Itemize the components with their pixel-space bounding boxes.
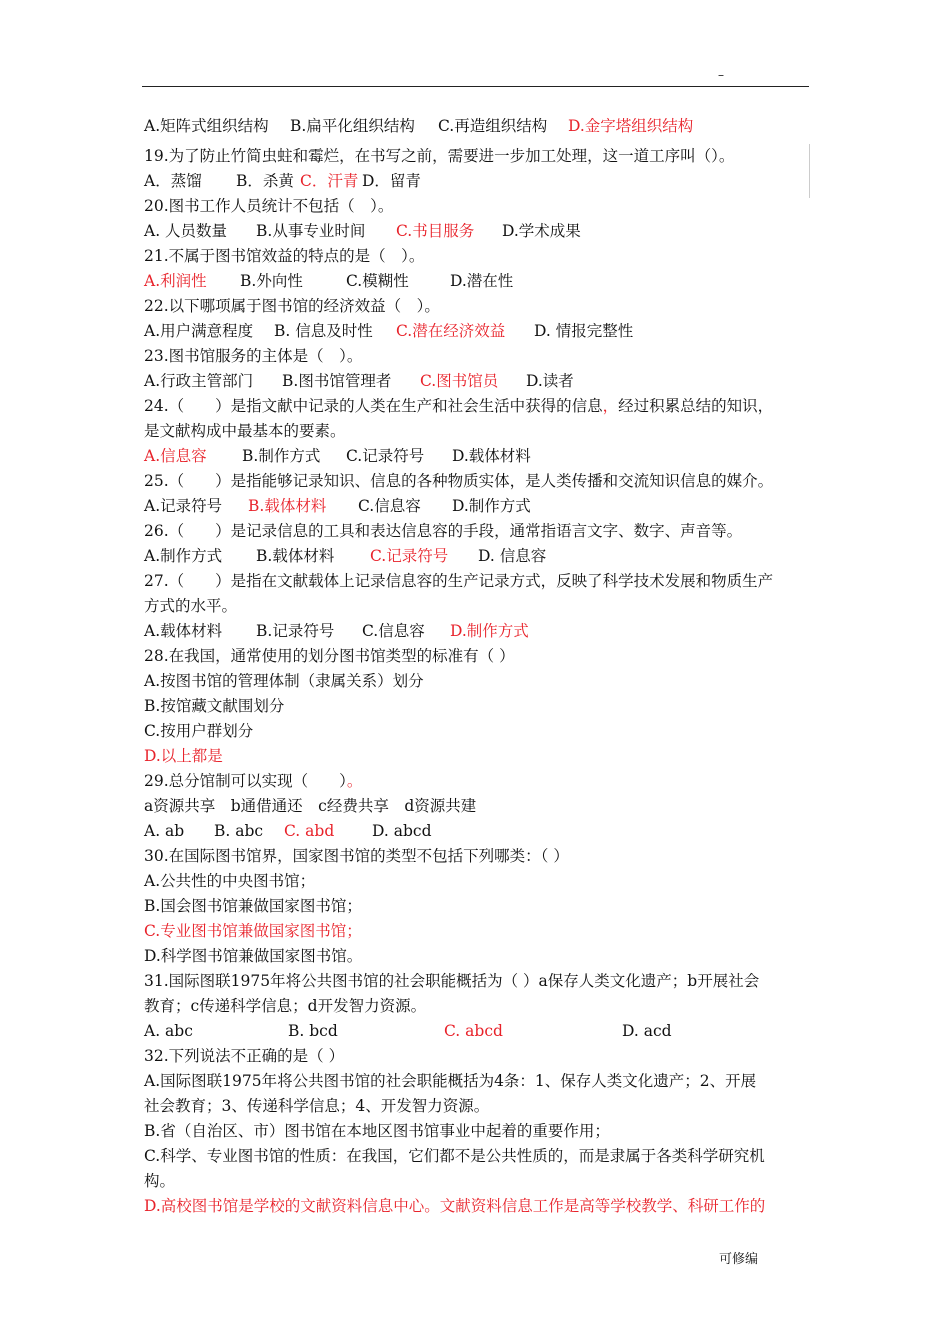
q21-stem: 21.不属于图书馆效益的特点的是（ ）。: [144, 247, 425, 265]
q23-options: [144, 369, 814, 394]
q30-option-d: D.科学图书馆兼做国家图书馆。: [144, 947, 363, 965]
q20-option-c: C.书目服务: [396, 222, 475, 240]
q25-option-b: B.载体材料: [248, 497, 327, 515]
q18-option-a: A.矩阵式组织结构: [144, 117, 269, 135]
q28-stem: 28.在我国，通常使用的划分图书馆类型的标准有（ ）: [144, 647, 515, 665]
q19-option-a: A．蒸馏: [144, 172, 202, 190]
q32-stem: 32.下列说法不正确的是（ ）: [144, 1047, 345, 1065]
q28-option-b: B.按馆藏文献围划分: [144, 697, 285, 715]
q29-stem-dot: 。: [346, 772, 363, 790]
q19-stem: 19.为了防止竹简虫蛀和霉烂，在书写之前，需要进一步加工处理，这一道工序叫（）。: [144, 147, 735, 165]
q22-stem: 22.以下哪项属于图书馆的经济效益（ ）。: [144, 297, 440, 315]
q24-option-b: B.制作方式: [242, 447, 321, 465]
q20-stem: 20.图书工作人员统计不包括（ ）。: [144, 197, 394, 215]
q19-option-d: D．留青: [362, 172, 421, 190]
q18-option-d: D.金字塔组织结构: [568, 117, 694, 135]
q29-option-d: D. abcd: [372, 822, 432, 840]
q29-option-a: A. ab: [144, 822, 185, 840]
q19-option-b: B．杀黄: [236, 172, 294, 190]
q31-stem-line2: 教育；c传递科学信息；d开发智力资源。: [144, 997, 427, 1015]
q32-option-a-line1: A.国际图联1975年将公共图书馆的社会职能概括为4条：1、保存人类文化遗产；2、开展: [144, 1072, 757, 1090]
q26-options: [144, 544, 814, 569]
q21-options: [144, 269, 814, 294]
q29-stem-text: 29.总分馆制可以实现（ ）: [144, 772, 347, 790]
q20-option-d: D.学术成果: [502, 222, 581, 240]
q20-options: [144, 219, 814, 244]
q22-options: [144, 319, 814, 344]
q18-option-b: B.扁平化组织结构: [290, 117, 415, 135]
q20-option-b: B.从事专业时间: [256, 222, 366, 240]
q24-option-d: D.载体材料: [452, 447, 531, 465]
q21-option-c: C.模糊性: [346, 272, 409, 290]
document-body: [144, 114, 814, 1219]
q28-option-d: D.以上都是: [144, 747, 223, 765]
q29-stem: [144, 769, 814, 794]
q28-option-c: C.按用户群划分: [144, 722, 254, 740]
q24-option-c: C.记录符号: [346, 447, 425, 465]
q22-option-c: C.潜在经济效益: [396, 322, 506, 340]
q31-option-d: D. acd: [622, 1022, 672, 1040]
q23-option-a: A.行政主管部门: [144, 372, 254, 390]
q22-option-d: D. 情报完整性: [534, 322, 634, 340]
q31-option-b: B. bcd: [288, 1022, 338, 1040]
q30-stem: 30.在国际图书馆界，国家图书馆的类型不包括下列哪类：（ ）: [144, 847, 569, 865]
q22-option-a: A.用户满意程度: [144, 322, 254, 340]
q27-option-d: D.制作方式: [450, 622, 529, 640]
q18-option-c: C.再造组织结构: [438, 117, 548, 135]
q28-option-a: A.按图书馆的管理体制（隶属关系）划分: [144, 672, 424, 690]
q25-option-d: D.制作方式: [452, 497, 531, 515]
q26-stem: 26.（ ）是记录信息的工具和表达信息容的手段，通常指语言文字、数字、声音等。: [144, 522, 743, 540]
q26-option-a: A.制作方式: [144, 547, 223, 565]
q32-option-d: D.高校图书馆是学校的文献资料信息中心。文献资料信息工作是高等学校教学、科研工作的: [144, 1197, 766, 1215]
q27-stem-line1: 27.（ ）是指在文献载体上记录信息容的生产记录方式，反映了科学技术发展和物质生产: [144, 572, 774, 590]
q27-option-a: A.载体材料: [144, 622, 223, 640]
q32-option-a-line2: 社会教育；3、传递科学信息；4、开发智力资源。: [144, 1097, 490, 1115]
header-mark: –: [718, 68, 724, 82]
q29-option-c: C. abd: [284, 822, 335, 840]
q29-options: [144, 819, 814, 844]
q32-option-c-line1: C.科学、专业图书馆的性质：在我国，它们都不是公共性质的，而是隶属于各类科学研究机: [144, 1147, 765, 1165]
q23-stem: 23.图书馆服务的主体是（ ）。: [144, 347, 363, 365]
q23-option-c: C.图书馆员: [420, 372, 499, 390]
q24-stem-line1: [144, 394, 814, 419]
q24-stem-comma: ，: [602, 397, 619, 415]
q24-option-a: A.信息容: [144, 447, 207, 465]
q18-options: [144, 114, 814, 139]
q20-option-a: A. 人员数量: [144, 222, 228, 240]
q30-option-b: B.国会图书馆兼做国家图书馆；: [144, 897, 362, 915]
q31-stem-line1: 31.国际图联1975年将公共图书馆的社会职能概括为（ ）a保存人类文化遗产；b开展社会: [144, 972, 760, 990]
q23-option-b: B.图书馆管理者: [282, 372, 392, 390]
q25-option-c: C.信息容: [358, 497, 421, 515]
q32-option-b: B.省（自治区、市）图书馆在本地区图书馆事业中起着的重要作用；: [144, 1122, 610, 1140]
q25-option-a: A.记录符号: [144, 497, 223, 515]
q27-stem-line2: 方式的水平。: [144, 597, 238, 615]
q24-stem-line2: 是文献构成中最基本的要素。: [144, 422, 346, 440]
q29-items: a资源共享 b通借通还 c经费共享 d资源共建: [144, 797, 477, 815]
q21-option-b: B.外向性: [240, 272, 303, 290]
q30-option-a: A.公共性的中央图书馆；: [144, 872, 316, 890]
q24-stem-part2: 经过积累总结的知识，: [618, 397, 774, 415]
q31-option-c: C. abcd: [444, 1022, 503, 1040]
q26-option-d: D. 信息容: [478, 547, 547, 565]
header-rule: [142, 86, 809, 87]
q22-option-b: B. 信息及时性: [274, 322, 373, 340]
q30-option-c: C.专业图书馆兼做国家图书馆；: [144, 922, 362, 940]
q31-options: [144, 1019, 814, 1044]
q29-option-b: B. abc: [214, 822, 264, 840]
q27-options: [144, 619, 814, 644]
q21-option-a: A.利润性: [144, 272, 207, 290]
q19-option-c: C．汗青: [300, 172, 359, 190]
q24-options: [144, 444, 814, 469]
q21-option-d: D.潜在性: [450, 272, 514, 290]
q26-option-c: C.记录符号: [370, 547, 449, 565]
q32-option-c-line2: 构。: [144, 1172, 176, 1190]
q26-option-b: B.载体材料: [256, 547, 335, 565]
q25-stem: 25.（ ）是指能够记录知识、信息的各种物质实体，是人类传播和交流知识信息的媒介。: [144, 472, 774, 490]
page-footer: 可修编: [719, 1252, 759, 1267]
q31-option-a: A. abc: [144, 1022, 193, 1040]
q27-option-b: B.记录符号: [256, 622, 335, 640]
q27-option-c: C.信息容: [362, 622, 425, 640]
q24-stem-part1: 24.（ ）是指文献中记录的人类在生产和社会生活中获得的信息: [144, 397, 603, 415]
q19-options: [144, 169, 814, 194]
q25-options: [144, 494, 814, 519]
q23-option-d: D.读者: [526, 372, 574, 390]
